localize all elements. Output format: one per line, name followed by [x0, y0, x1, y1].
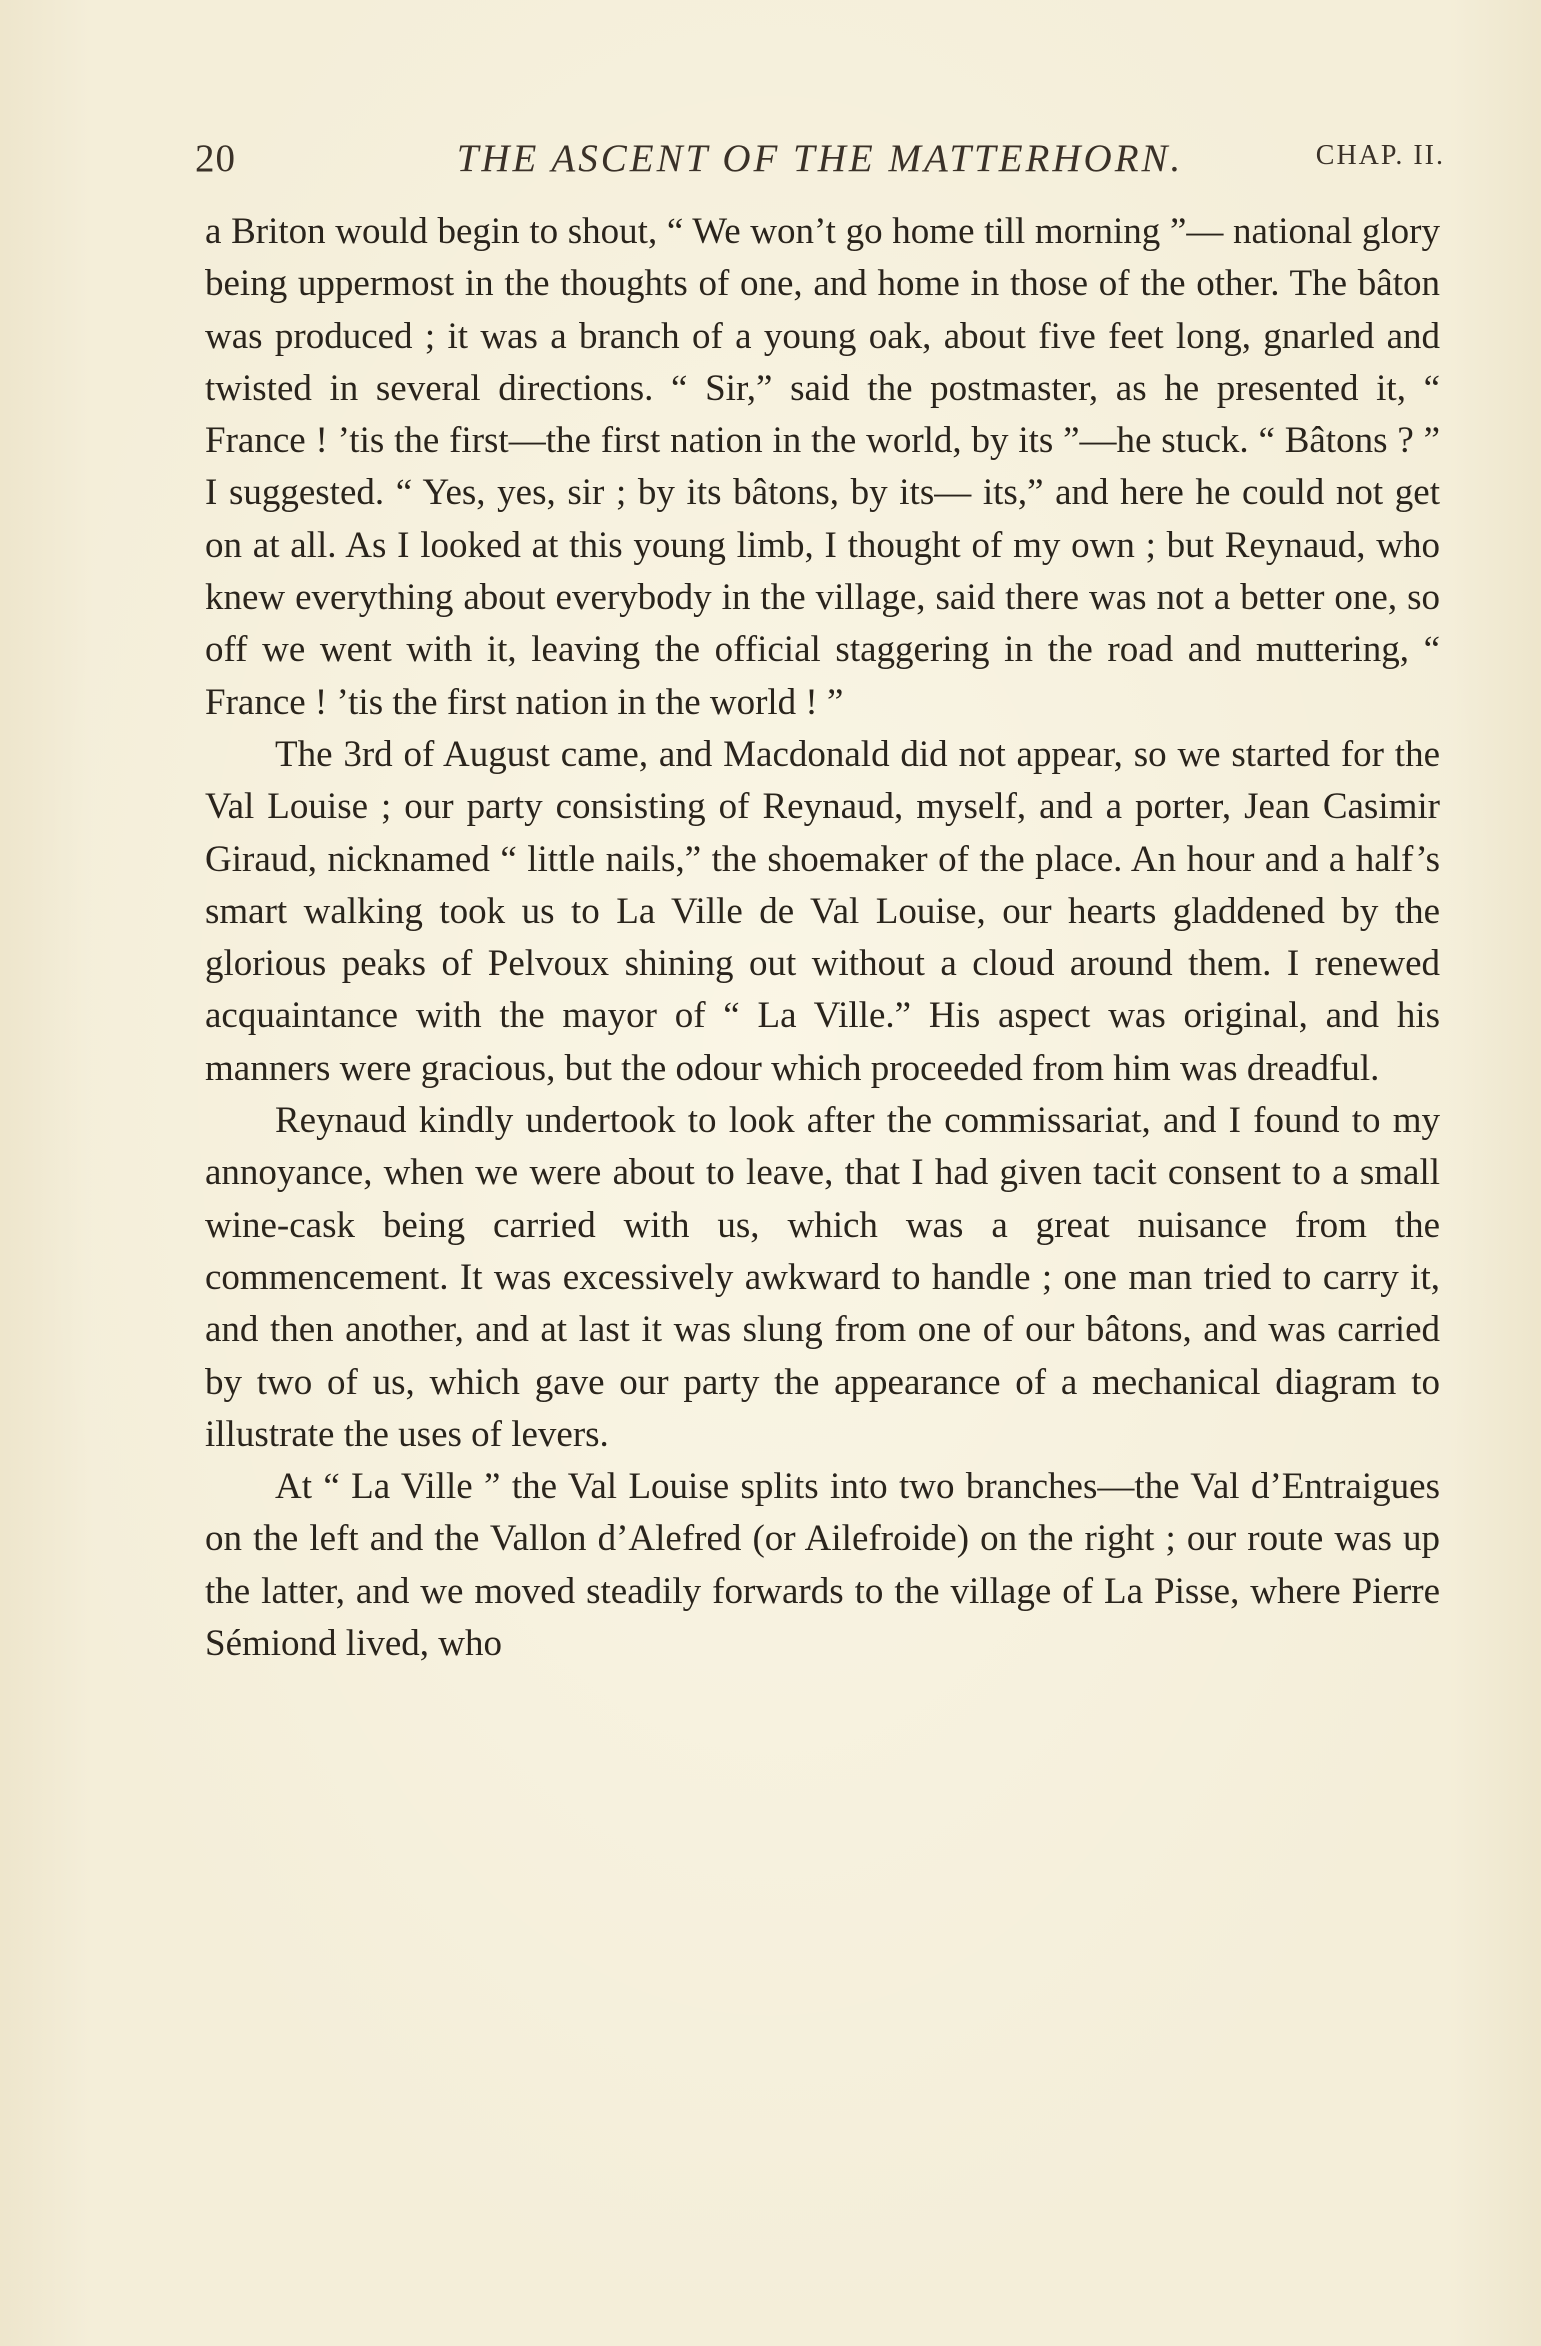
chapter-label: CHAP. II.	[1315, 140, 1445, 171]
paragraph-2: The 3rd of August came, and Macdonald did not appear, so we started for the Val Louise ; our party consisting of Reynaud, myself, and a porter, Jean Casimir Giraud, nicknamed “ little nails,” the shoemaker of the place. An hour and a half’s smart walking took us to La Ville de Val Louise, our hearts gladdened by the glorious peaks of Pelvoux shining out without a cloud around them. I renewed acquaintance with the mayor of “ La Ville.” His aspect was original, and his manners were gracious, but the odour which proceeded from him was dreadful.	[205, 733, 1440, 1089]
body-text	[205, 206, 1440, 1670]
paragraph-3: Reynaud kindly undertook to look after the commissariat, and I found to my annoyance, when we were about to leave, that I had given tacit consent to a small wine-cask being carried with us, which was a great nuisance from the commencement. It was excessively awkward to handle ; one man tried to carry it, and then another, and at last it was slung from one of our bâtons, and was carried by two of us, which gave our party the appearance of a mechanical diagram to illustrate the uses of levers.	[205, 1100, 1440, 1455]
paragraph-1: a Briton would begin to shout, “ We won’t go home till morning ”— national glory being uppermost in the thoughts of one, and home in those of the other. The bâton was produced ; it was a branch of a young oak, about five feet long, gnarled and twisted in several directions. “ Sir,” said the postmaster, as he presented it, “ France ! ’tis the first—the first nation in the world, by its ”—he stuck. “ Bâtons ? ” I suggested. “ Yes, yes, sir ; by its bâtons, by its— its,” and here he could not get on at all. As I looked at this young limb, I thought of my own ; but Reynaud, who knew everything about everybody in the village, said there was not a better one, so off we went with it, leaving the official staggering in the road and muttering, “ France ! ’tis the first nation in the world ! ”	[205, 211, 1440, 723]
page-number: 20	[195, 137, 236, 180]
running-head	[195, 136, 1445, 186]
running-title: THE ASCENT OF THE MATTERHORN.	[456, 137, 1184, 180]
paragraph-4: At “ La Ville ” the Val Louise splits into two branches—the Val d’Entraigues on the left and the Vallon d’Alefred (or Ailefroide) on the right ; our route was up the latter, and we moved steadily forwards to the village of La Pisse, where Pierre Sémiond lived, who	[205, 1466, 1440, 1665]
